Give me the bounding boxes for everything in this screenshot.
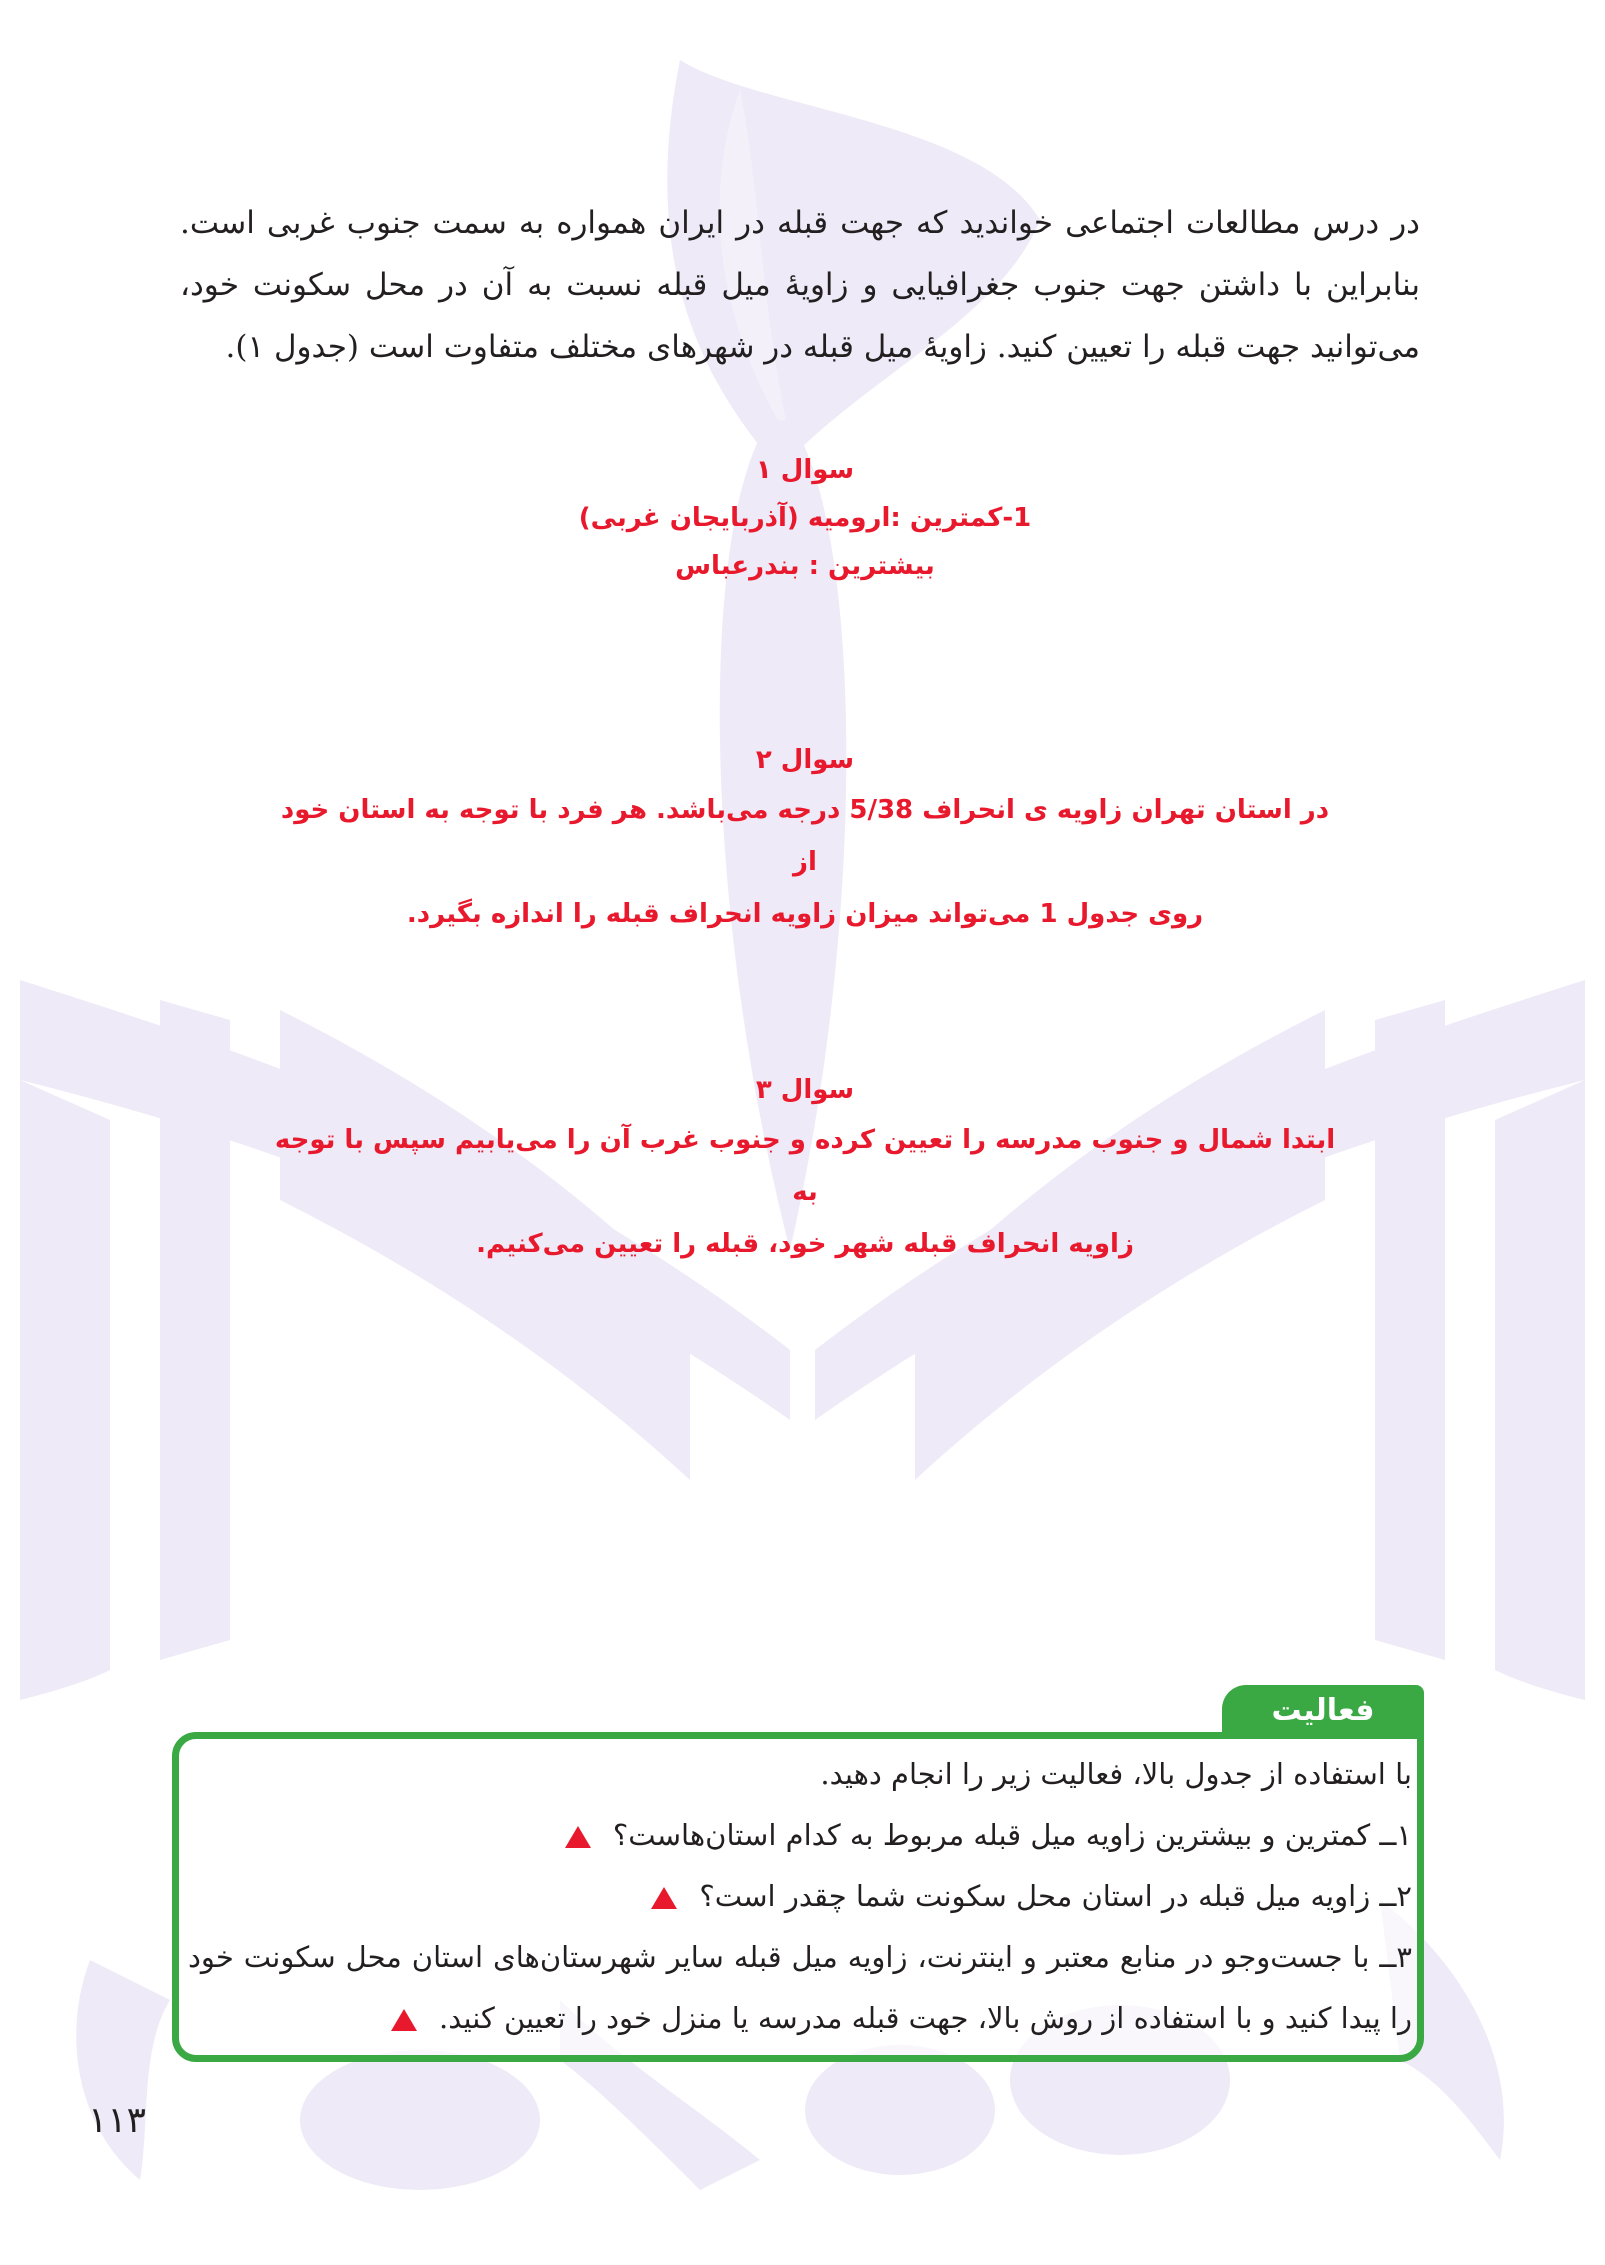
answer-1-line-1: 1-کمترین :ارومیه (آذربایجان غربی): [578, 503, 1032, 533]
activity-heading: فعالیت: [1271, 1692, 1375, 1728]
activity-item-1: ۱ــ کمترین و بیشترین زاویه میل قبله مربوط به کدام استان‌هاست؟: [188, 1805, 1412, 1866]
triangle-marker-icon: [651, 1887, 677, 1909]
answer-3-line-2: زاویه انحراف قبله شهر خود، قبله را تعیین می‌کنیم.: [476, 1229, 1134, 1259]
activity-heading-tab: [1222, 1685, 1424, 1735]
triangle-marker-icon: [391, 2009, 417, 2031]
answer-1-title: سوال ۱: [755, 455, 855, 485]
answer-3: [270, 1066, 1340, 1270]
intro-paragraph: در درس مطالعات اجتماعی خواندید که جهت قبله در ایران همواره به سمت جنوب غربی است. بنابراین با داشتن جهت جنوب جغرافیایی و زاویهٔ میل قبله نسبت به آن در محل سکونت خود، می‌توانید جهت قبله را تعیین کنید. زاویهٔ میل قبله در شهرهای مختلف متفاوت است (جدول ۱).: [180, 205, 1420, 365]
answer-1: [270, 446, 1340, 590]
answer-2: [270, 736, 1340, 940]
answer-2-line-1: در استان تهران زاویه ی انحراف 5/38 درجه می‌باشد. هر فرد با توجه به استان خود از: [280, 795, 1330, 877]
answer-3-title: سوال ۳: [755, 1075, 855, 1105]
triangle-marker-icon: [565, 1826, 591, 1848]
answer-1-line-2: بیشترین : بندرعباس: [675, 551, 935, 581]
answer-2-title: سوال ۲: [755, 745, 855, 775]
activity-item-3: ۳ــ با جست‌وجو در منابع معتبر و اینترنت، زاویه میل قبله سایر شهرستان‌های استان محل سکونت خود را پیدا کنید و با استفاده از روش بالا، جهت قبله مدرسه یا منزل خود را تعیین کنید.: [188, 1940, 1412, 2035]
activity-intro: با استفاده از جدول بالا، فعالیت زیر را انجام دهید.: [820, 1757, 1412, 1791]
page-number: ۱۱۳: [88, 2100, 147, 2141]
activity-content: [188, 1744, 1412, 2049]
activity-item-2: ۲ــ زاویه میل قبله در استان محل سکونت شما چقدر است؟: [188, 1866, 1412, 1927]
answer-3-line-1: ابتدا شمال و جنوب مدرسه را تعیین کرده و جنوب غرب آن را می‌یابیم سپس با توجه به: [274, 1125, 1336, 1207]
answer-2-line-2: روی جدول 1 می‌تواند میزان زاویه انحراف قبله را اندازه بگیرد.: [406, 899, 1204, 929]
